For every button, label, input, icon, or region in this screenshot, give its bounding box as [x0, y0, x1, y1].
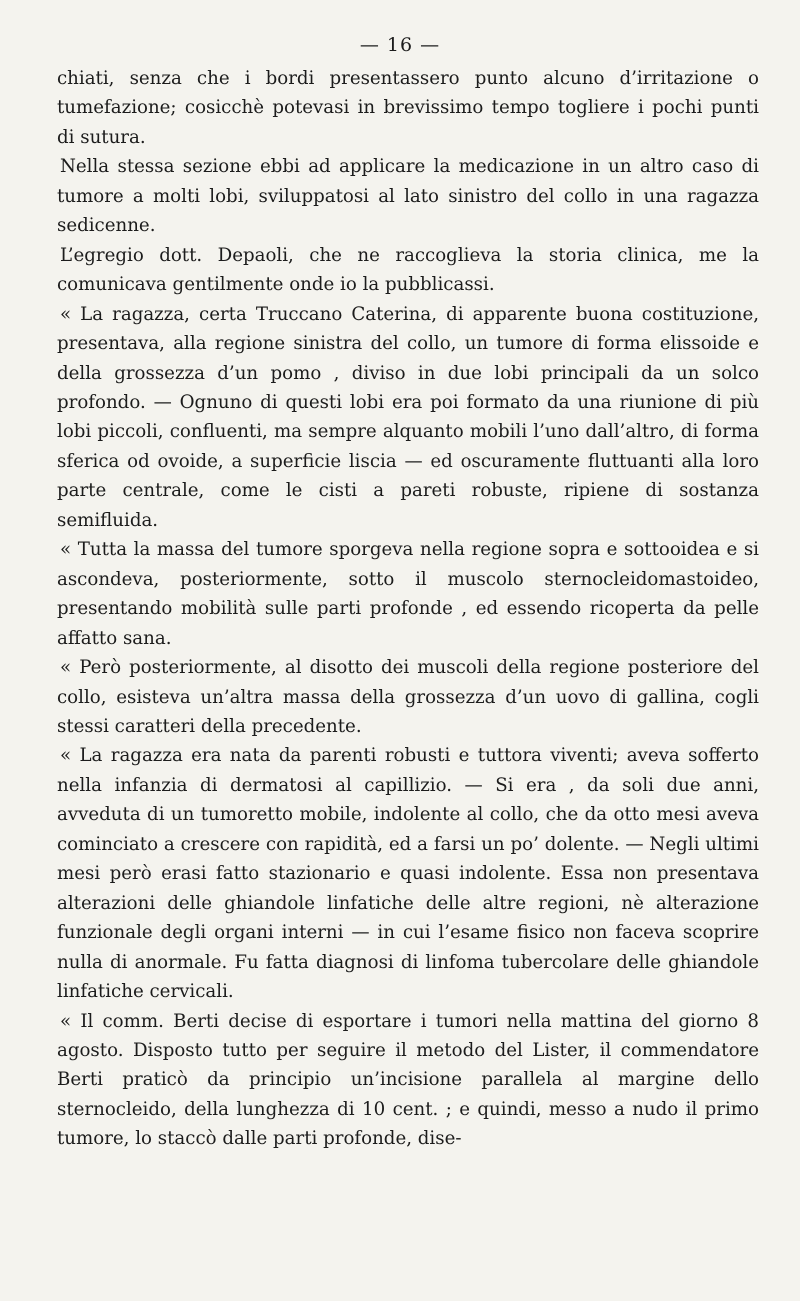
paragraph: « Il comm. Berti decise di esportare i tumori nella mattina del giorno 8 agosto. Disposto tutto per seguire il metodo del Lister, il commendatore Berti praticò da principio un’incisione parallela al margine dello sternocleido, della lunghezza di 10 cent. ; e quindi, messo a nudo il primo tumore, lo staccò dalle parti profonde, dise-: [57, 1010, 759, 1150]
paragraph: « La ragazza, certa Truccano Caterina, di apparente buona costituzione, presentava, alla regione sinistra del collo, un tumore di forma elissoide e della grossezza d’un pomo , diviso in due lobi principali da un solco profondo. — Ognuno di questi lobi era poi formato da una riunione di più lobi piccoli, confluenti, ma sempre alquanto mobili l’uno dall’altro, di forma sferica od ovoide, a superficie liscia — ed oscuramente fluttuanti alla loro parte centrale, come le cisti a pareti robuste, ripiene di sostanza semifluida.: [57, 303, 759, 531]
paragraph: « Però posteriormente, al disotto dei muscoli della regione posteriore del collo, esisteva un’altra massa della grossezza d’un uovo di gallina, cogli stessi caratteri della precedente.: [57, 657, 759, 737]
paragraph: L’egregio dott. Depaoli, che ne raccoglieva la storia clinica, me la comunicava gentilmente onde io la pubblicassi.: [57, 244, 759, 296]
paragraph: chiati, senza che i bordi presentassero punto alcuno d’irritazione o tumefazione; cosicchè potevasi in brevissimo tempo togliere i pochi punti di sutura.: [57, 68, 759, 148]
body-text: [57, 64, 759, 1154]
paragraph: « Tutta la massa del tumore sporgeva nella regione sopra e sottooidea e si ascondeva, posteriormente, sotto il muscolo sternocleidomastoideo, presentando mobilità sulle parti profonde , ed essendo ricoperta da pelle affatto sana.: [57, 539, 759, 649]
paragraph: « La ragazza era nata da parenti robusti e tuttora viventi; aveva sofferto nella infanzia di dermatosi al capillizio. — Si era , da soli due anni, avveduta di un tumoretto mobile, indolente al collo, che da otto mesi aveva cominciato a crescere con rapidità, ed a farsi un po’ dolente. — Negli ultimi mesi però erasi fatto stazionario e quasi indolente. Essa non presentava alterazioni delle ghiandole linfatiche delle altre regioni, nè alterazione funzionale degli organi interni — in cui l’esame fisico non faceva scoprire nulla di anormale. Fu fatta diagnosi di linfoma tubercolare delle ghiandole linfatiche cervicali.: [57, 745, 759, 1003]
paragraph: Nella stessa sezione ebbi ad applicare la medicazione in un altro caso di tumore a molti lobi, sviluppatosi al lato sinistro del collo in una ragazza sedicenne.: [57, 156, 759, 237]
page-number: — 16 —: [359, 34, 441, 56]
